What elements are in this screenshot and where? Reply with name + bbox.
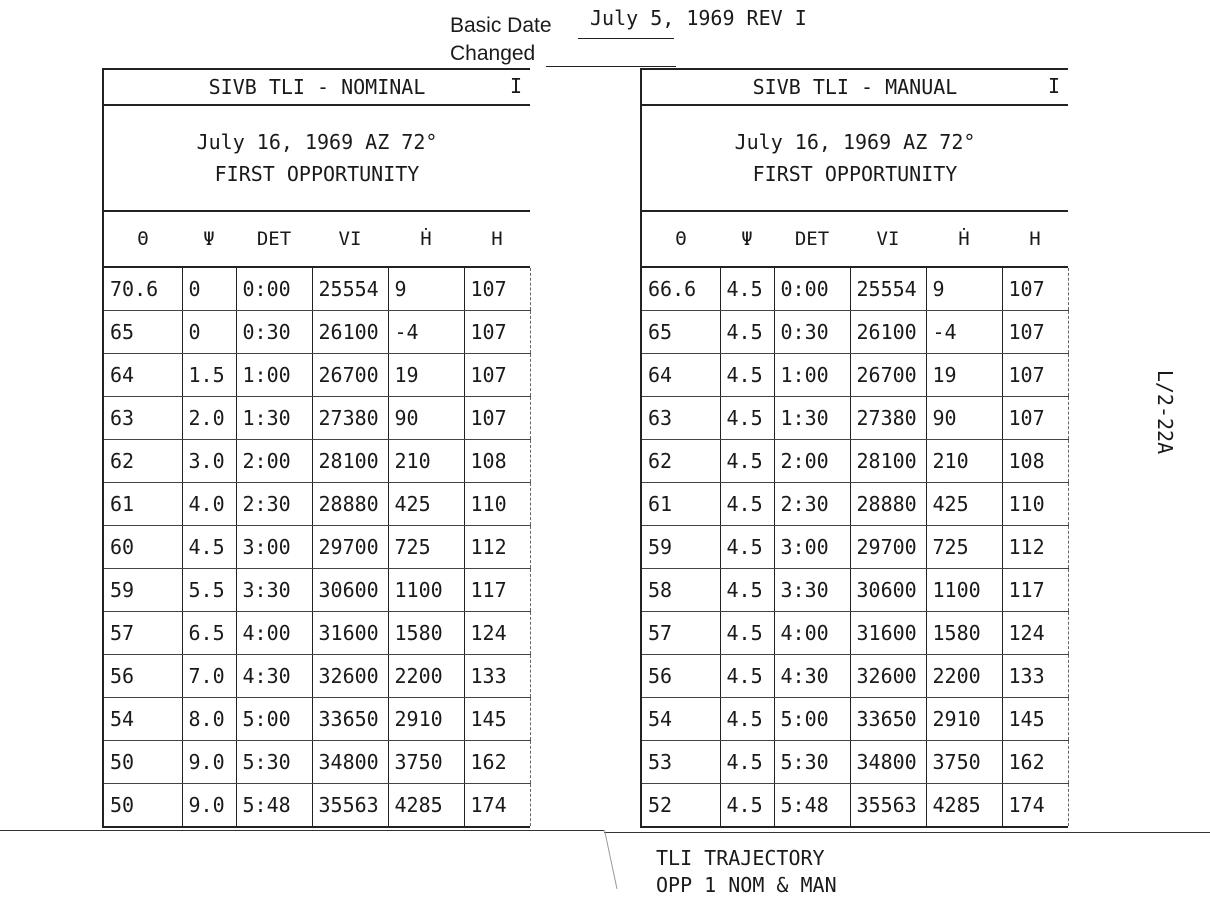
table-cell: 28880 (312, 483, 388, 526)
manual-rev: I (1047, 74, 1060, 98)
table-row (104, 268, 530, 311)
table-cell: 425 (388, 483, 464, 526)
table-cell: 32600 (312, 655, 388, 698)
table-cell: 26100 (312, 311, 388, 354)
table-cell: -4 (926, 311, 1002, 354)
table-cell: 725 (388, 526, 464, 569)
table-cell: 117 (464, 569, 530, 612)
table-cell: 6.5 (182, 612, 236, 655)
table-row (104, 655, 530, 698)
table-cell: 2910 (388, 698, 464, 741)
table-cell: 52 (642, 784, 720, 827)
table-cell: 30600 (312, 569, 388, 612)
table-cell: 4:30 (236, 655, 312, 698)
table-cell: 5:00 (774, 698, 850, 741)
table-cell: 0 (182, 268, 236, 311)
table-cell: 2:30 (774, 483, 850, 526)
table-row (104, 397, 530, 440)
table-cell: 4.5 (720, 354, 774, 397)
table-cell: 174 (1002, 784, 1068, 827)
table-cell: 4.5 (720, 311, 774, 354)
table-cell: 27380 (850, 397, 926, 440)
table-cell: 19 (388, 354, 464, 397)
table-cell: 107 (1002, 397, 1068, 440)
table-cell: 56 (104, 655, 182, 698)
table-cell: 70.6 (104, 268, 182, 311)
table-cell: 4.5 (720, 483, 774, 526)
table-cell: 35563 (850, 784, 926, 827)
table-cell: 57 (104, 612, 182, 655)
col-theta: Θ (137, 228, 149, 250)
table-cell: 50 (104, 784, 182, 827)
table-row (642, 784, 1068, 827)
table-cell: 4285 (926, 784, 1002, 827)
table-cell: 1.5 (182, 354, 236, 397)
table-cell: 9 (926, 268, 1002, 311)
table-cell: 30600 (850, 569, 926, 612)
table-cell: 4.5 (720, 526, 774, 569)
table-cell: 2:00 (236, 440, 312, 483)
table-cell: 0 (182, 311, 236, 354)
table-cell: 162 (464, 741, 530, 784)
basic-date-value: July 5, 1969 REV I (590, 6, 807, 30)
table-cell: 725 (926, 526, 1002, 569)
table-cell: 9 (388, 268, 464, 311)
nominal-card (102, 68, 530, 828)
table-row (104, 741, 530, 784)
table-cell: 54 (104, 698, 182, 741)
footer-label (656, 845, 837, 899)
nominal-subtitle (104, 106, 530, 212)
table-row (642, 354, 1068, 397)
table-cell: 63 (104, 397, 182, 440)
table-row (104, 440, 530, 483)
col-vi: VI (876, 228, 900, 250)
col-det: DET (794, 228, 830, 250)
table-cell: 26100 (850, 311, 926, 354)
table-cell: 3:00 (774, 526, 850, 569)
nominal-title-bar (104, 68, 530, 106)
table-cell: 1:30 (236, 397, 312, 440)
bottom-rule-right (604, 832, 1210, 833)
col-hdot: Ḣ (420, 228, 432, 250)
table-cell: 1:00 (774, 354, 850, 397)
table-cell: 31600 (850, 612, 926, 655)
table-row (104, 311, 530, 354)
table-cell: 25554 (850, 268, 926, 311)
table-cell: 65 (104, 311, 182, 354)
table-cell: 4.5 (720, 440, 774, 483)
table-cell: 4.5 (720, 655, 774, 698)
table-cell: 107 (1002, 268, 1068, 311)
table-cell: 34800 (312, 741, 388, 784)
table-row (642, 397, 1068, 440)
table-cell: 54 (642, 698, 720, 741)
table-cell: 4:00 (236, 612, 312, 655)
table-cell: 27380 (312, 397, 388, 440)
table-cell: 5:30 (774, 741, 850, 784)
table-cell: 5:48 (774, 784, 850, 827)
table-cell: 9.0 (182, 741, 236, 784)
basic-date-label: Basic Date (450, 14, 552, 37)
table-row (642, 655, 1068, 698)
table-cell: 210 (388, 440, 464, 483)
table-cell: 28880 (850, 483, 926, 526)
table-cell: 5:30 (236, 741, 312, 784)
table-cell: 4.5 (720, 397, 774, 440)
table-cell: 5:48 (236, 784, 312, 827)
table-cell: 25554 (312, 268, 388, 311)
table-cell: 60 (104, 526, 182, 569)
table-row (104, 612, 530, 655)
table-row (642, 569, 1068, 612)
table-cell: 145 (1002, 698, 1068, 741)
table-cell: 50 (104, 741, 182, 784)
table-cell: 107 (464, 268, 530, 311)
table-cell: 107 (1002, 354, 1068, 397)
table-cell: 58 (642, 569, 720, 612)
table-cell: 2200 (388, 655, 464, 698)
table-cell: 56 (642, 655, 720, 698)
table-row (642, 268, 1068, 311)
table-cell: 4.5 (720, 268, 774, 311)
table-cell: 3750 (388, 741, 464, 784)
table-cell: 3:30 (774, 569, 850, 612)
manual-title-bar (642, 68, 1068, 106)
table-cell: 61 (642, 483, 720, 526)
table-row (104, 784, 530, 827)
table-cell: 4285 (388, 784, 464, 827)
nominal-subtitle-line2: FIRST OPPORTUNITY (214, 162, 420, 186)
col-psi: Ψ (203, 228, 215, 250)
col-vi: VI (338, 228, 362, 250)
manual-column-header (642, 212, 1068, 268)
table-cell: 4.5 (720, 741, 774, 784)
table-cell: 29700 (850, 526, 926, 569)
table-row (642, 440, 1068, 483)
table-cell: 1580 (388, 612, 464, 655)
table-row (104, 569, 530, 612)
nominal-rev: I (509, 74, 522, 98)
table-cell: 26700 (312, 354, 388, 397)
table-row (642, 526, 1068, 569)
manual-card (640, 68, 1068, 828)
table-cell: 4.5 (182, 526, 236, 569)
table-row (642, 483, 1068, 526)
table-cell: 53 (642, 741, 720, 784)
table-cell: 19 (926, 354, 1002, 397)
table-cell: 110 (1002, 483, 1068, 526)
document-id: L/2-22A (1153, 369, 1177, 455)
table-row (642, 311, 1068, 354)
table-cell: 28100 (312, 440, 388, 483)
table-cell: 162 (1002, 741, 1068, 784)
table-cell: 2910 (926, 698, 1002, 741)
table-cell: 1:30 (774, 397, 850, 440)
table-cell: 112 (1002, 526, 1068, 569)
changed-underline (546, 66, 676, 67)
table-cell: 26700 (850, 354, 926, 397)
table-cell: 5.5 (182, 569, 236, 612)
table-cell: 1100 (926, 569, 1002, 612)
table-cell: 59 (104, 569, 182, 612)
table-cell: 57 (642, 612, 720, 655)
table-cell: 3.0 (182, 440, 236, 483)
table-cell: 4.5 (720, 612, 774, 655)
table-cell: 4.5 (720, 784, 774, 827)
table-cell: 5:00 (236, 698, 312, 741)
table-cell: 35563 (312, 784, 388, 827)
table-cell: 29700 (312, 526, 388, 569)
basic-date-underline (578, 38, 674, 39)
table-cell: 2.0 (182, 397, 236, 440)
table-cell: 3:30 (236, 569, 312, 612)
table-cell: 174 (464, 784, 530, 827)
table-cell: 90 (926, 397, 1002, 440)
table-cell: 1580 (926, 612, 1002, 655)
table-cell: 124 (1002, 612, 1068, 655)
table-row (642, 741, 1068, 784)
table-cell: 2:00 (774, 440, 850, 483)
col-hdot: Ḣ (958, 228, 970, 250)
table-cell: 4.5 (720, 698, 774, 741)
table-cell: 108 (464, 440, 530, 483)
table-cell: 28100 (850, 440, 926, 483)
table-cell: 2:30 (236, 483, 312, 526)
table-cell: 59 (642, 526, 720, 569)
table-cell: 7.0 (182, 655, 236, 698)
table-cell: 2200 (926, 655, 1002, 698)
manual-subtitle (642, 106, 1068, 212)
nominal-column-header (104, 212, 530, 268)
table-cell: 33650 (850, 698, 926, 741)
table-row (642, 698, 1068, 741)
table-cell: 4:30 (774, 655, 850, 698)
table-cell: 34800 (850, 741, 926, 784)
table-cell: -4 (388, 311, 464, 354)
footer-line1: TLI TRAJECTORY (656, 846, 825, 870)
table-row (104, 354, 530, 397)
table-cell: 107 (1002, 311, 1068, 354)
table-cell: 4:00 (774, 612, 850, 655)
table-row (104, 698, 530, 741)
manual-table (642, 268, 1069, 826)
table-cell: 3:00 (236, 526, 312, 569)
col-psi: Ψ (741, 228, 753, 250)
nominal-subtitle-line1: July 16, 1969 AZ 72° (196, 130, 438, 154)
col-det: DET (256, 228, 292, 250)
table-cell: 112 (464, 526, 530, 569)
table-cell: 62 (104, 440, 182, 483)
table-cell: 1:00 (236, 354, 312, 397)
table-cell: 3750 (926, 741, 1002, 784)
nominal-title: SIVB TLI - NOMINAL (208, 75, 426, 99)
table-cell: 108 (1002, 440, 1068, 483)
table-cell: 31600 (312, 612, 388, 655)
table-cell: 107 (464, 311, 530, 354)
table-cell: 66.6 (642, 268, 720, 311)
table-row (104, 483, 530, 526)
table-cell: 425 (926, 483, 1002, 526)
fold-mark (604, 830, 619, 889)
table-cell: 107 (464, 354, 530, 397)
table-cell: 1100 (388, 569, 464, 612)
table-cell: 4.5 (720, 569, 774, 612)
table-cell: 110 (464, 483, 530, 526)
manual-title: SIVB TLI - MANUAL (752, 75, 958, 99)
table-cell: 63 (642, 397, 720, 440)
table-cell: 0:00 (236, 268, 312, 311)
table-cell: 210 (926, 440, 1002, 483)
col-h: H (491, 228, 503, 250)
table-row (104, 526, 530, 569)
table-cell: 4.0 (182, 483, 236, 526)
table-cell: 133 (1002, 655, 1068, 698)
manual-subtitle-line1: July 16, 1969 AZ 72° (734, 130, 976, 154)
bottom-rule-left (0, 830, 604, 831)
table-cell: 64 (104, 354, 182, 397)
table-cell: 107 (464, 397, 530, 440)
table-row (642, 612, 1068, 655)
table-cell: 124 (464, 612, 530, 655)
table-cell: 32600 (850, 655, 926, 698)
table-cell: 90 (388, 397, 464, 440)
manual-subtitle-line2: FIRST OPPORTUNITY (752, 162, 958, 186)
table-cell: 62 (642, 440, 720, 483)
col-h: H (1029, 228, 1041, 250)
table-cell: 0:30 (236, 311, 312, 354)
col-theta: Θ (675, 228, 687, 250)
table-cell: 33650 (312, 698, 388, 741)
table-cell: 133 (464, 655, 530, 698)
footer-line2: OPP 1 NOM & MAN (656, 873, 837, 897)
table-cell: 117 (1002, 569, 1068, 612)
table-cell: 8.0 (182, 698, 236, 741)
table-cell: 65 (642, 311, 720, 354)
table-cell: 0:30 (774, 311, 850, 354)
nominal-table (104, 268, 531, 826)
table-cell: 145 (464, 698, 530, 741)
changed-label: Changed (450, 42, 536, 65)
table-cell: 0:00 (774, 268, 850, 311)
table-cell: 61 (104, 483, 182, 526)
table-cell: 9.0 (182, 784, 236, 827)
table-cell: 64 (642, 354, 720, 397)
